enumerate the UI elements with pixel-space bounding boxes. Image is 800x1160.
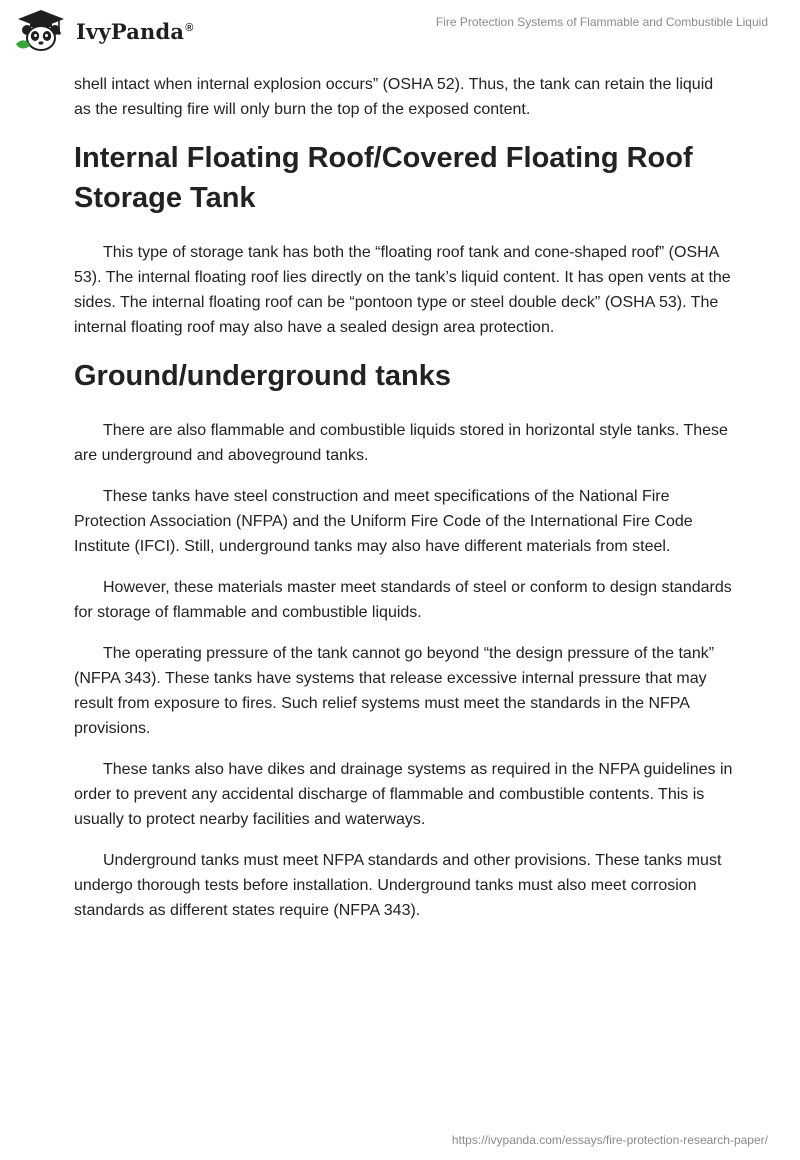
paragraph: These tanks have steel construction and meet specifications of the National Fire Protection Association (NFPA) and the Uniform Fire Code of the International Fire Code Institute (IFCI). Still, underground tanks may also have different materials from steel. bbox=[74, 488, 693, 555]
intro-paragraph: shell intact when internal explosion occurs” (OSHA 52). Thus, the tank can retain the liquid as the resulting fire will only burn the top of the exposed content. bbox=[74, 76, 714, 118]
section-heading-internal-floating-roof: Internal Floating Roof/Covered Floating Roof Storage Tank bbox=[74, 142, 693, 214]
source-url-link[interactable]: https://ivypanda.com/essays/fire-protection-research-paper/ bbox=[451, 1133, 768, 1147]
paragraph: These tanks also have dikes and drainage systems as required in the NFPA guidelines in order to prevent any accidental discharge of flammable and combustible contents. This is usually to protect nearby facilities and waterways. bbox=[74, 761, 733, 828]
paragraph: This type of storage tank has both the “floating roof tank and cone-shaped roof” (OSHA 53). The internal floating roof lies directly on the tank’s liquid content. It has open vents at the sides. The internal floating roof can be “pontoon type or steel double deck” (OSHA 53). The internal floating roof may also have a sealed design area protection. bbox=[74, 244, 731, 336]
brand-name: IvyPanda® bbox=[76, 18, 194, 44]
document-title: Fire Protection Systems of Flammable and Combustible Liquid bbox=[435, 15, 768, 29]
essay-content bbox=[74, 72, 734, 939]
paragraph: There are also flammable and combustible liquids stored in horizontal style tanks. These are underground and aboveground tanks. bbox=[74, 422, 728, 464]
section-heading-ground-underground-tanks: Ground/underground tanks bbox=[74, 360, 451, 392]
panda-graduate-icon bbox=[14, 8, 68, 54]
paragraph: The operating pressure of the tank cannot go beyond “the design pressure of the tank” (NFPA 343). These tanks have systems that release excessive internal pressure that may result from exposure to fires. Such relief systems must meet the standards in the NFPA provisions. bbox=[74, 645, 715, 737]
brand-logo[interactable] bbox=[14, 8, 194, 54]
paragraph: However, these materials master meet standards of steel or conform to design standards for storage of flammable and combustible liquids. bbox=[74, 579, 732, 621]
page-header bbox=[0, 0, 800, 64]
paragraph: Underground tanks must meet NFPA standards and other provisions. These tanks must undergo thorough tests before installation. Underground tanks must also meet corrosion standards as different states require (NFPA 343). bbox=[74, 852, 722, 919]
